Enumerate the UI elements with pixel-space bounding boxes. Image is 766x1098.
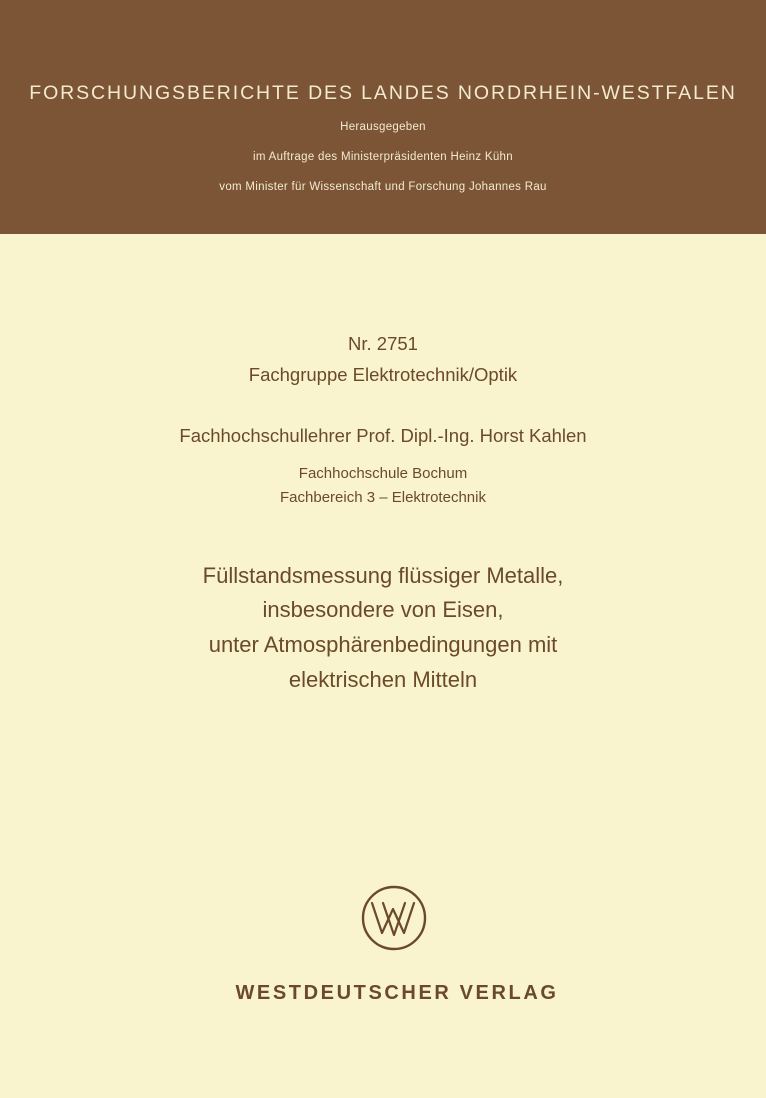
title-line-3: unter Atmosphärenbedingungen mit [208,632,558,657]
report-number: Nr. 2751 [348,333,418,354]
minister-note: vom Minister für Wissenschaft und Forschung Johannes Rau [219,181,547,193]
publisher-name: WESTDEUTSCHER VERLAG [235,982,559,1004]
title-line-4: elektrischen Mitteln [288,667,478,692]
department: Fachbereich 3 – Elektrotechnik [280,489,486,506]
editor-note: Herausgegeben [340,121,426,133]
institution: Fachhochschule Bochum [298,465,468,482]
commission-note: im Auftrage des Ministerpräsidenten Heinz Kühn [253,151,513,163]
title-line-1: Füllstandsmessung flüssiger Metalle, [202,563,564,588]
subject-group: Fachgruppe Elektrotechnik/Optik [248,364,518,385]
series-title: FORSCHUNGSBERICHTE DES LANDES NORDRHEIN-WESTFALEN [29,82,737,104]
wv-monogram-icon [359,883,429,953]
title-line-2: insbesondere von Eisen, [262,597,504,622]
author: Fachhochschullehrer Prof. Dipl.-Ing. Horst Kahlen [179,425,587,446]
header-band [0,0,766,234]
